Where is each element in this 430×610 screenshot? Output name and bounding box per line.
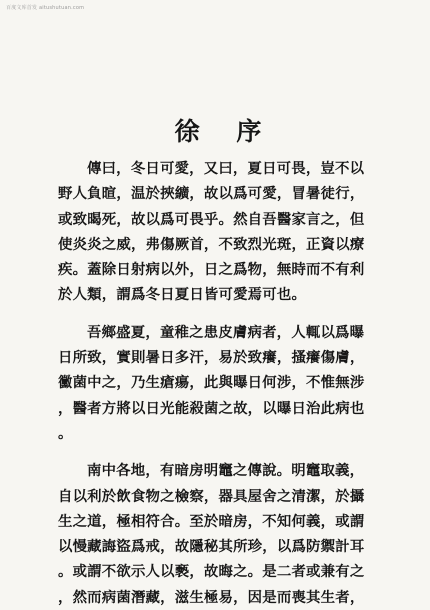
text-line: 野人負暄，温於挾纊，故以爲可愛，冒暑徒行， bbox=[58, 185, 365, 203]
watermark: 百度文库首发 aitushutuan.com bbox=[6, 5, 85, 11]
text-line: 傳曰，冬日可愛，又曰，夏日可畏，豈不以 bbox=[87, 160, 365, 177]
document-page bbox=[58, 112, 378, 610]
text-line: ，然而病菌潛藏，滋生極易，因是而喪其生者， bbox=[58, 588, 365, 606]
paragraph-2 bbox=[58, 320, 378, 446]
text-line: 吾鄉盛夏，童稚之患皮膚病者，人輒以爲曝 bbox=[87, 323, 365, 341]
text-line: ，醫者方將以日光能殺菌之故，以曝日治此病也 bbox=[58, 399, 365, 417]
text-line: 於人類，謂爲冬日夏日皆可愛焉可也。 bbox=[58, 286, 307, 304]
text-line: 南中各地，有暗房明竈之傳說。明竈取義， bbox=[87, 462, 365, 480]
text-line: 自以利於飲食物之檢察，器具屋舍之清潔，於攝 bbox=[58, 487, 365, 505]
page-title: 徐 序 bbox=[174, 117, 276, 146]
paragraph-3 bbox=[58, 458, 378, 610]
text-line: 黴菌中之，乃生瘡瘍，此與曝日何涉，不惟無涉 bbox=[58, 374, 365, 392]
text-line: 。 bbox=[58, 424, 73, 442]
text-line: 。或謂不欲示人以褻，故晦之。是二者或兼有之 bbox=[58, 563, 365, 581]
text-line: 日所致，實則暑日多汗，易於致癢，搔癢傷膚， bbox=[58, 349, 365, 367]
text-line: 以慢藏誨盜爲戒，故隱秘其所珍，以爲防禦計耳 bbox=[58, 538, 365, 556]
text-line: 使炎炎之威，弗傷厥首，不致烈光斑，正資以療 bbox=[58, 235, 365, 253]
text-line: 或致暍死，故以爲可畏乎。然自吾醫家言之，但 bbox=[58, 210, 365, 228]
paragraph-1 bbox=[58, 156, 378, 308]
text-line: 生之道，極相符合。至於暗房，不知何義，或謂 bbox=[58, 512, 365, 530]
text-line: 疾。蓋除日射病以外，日之爲物，無時而不有利 bbox=[58, 261, 365, 279]
